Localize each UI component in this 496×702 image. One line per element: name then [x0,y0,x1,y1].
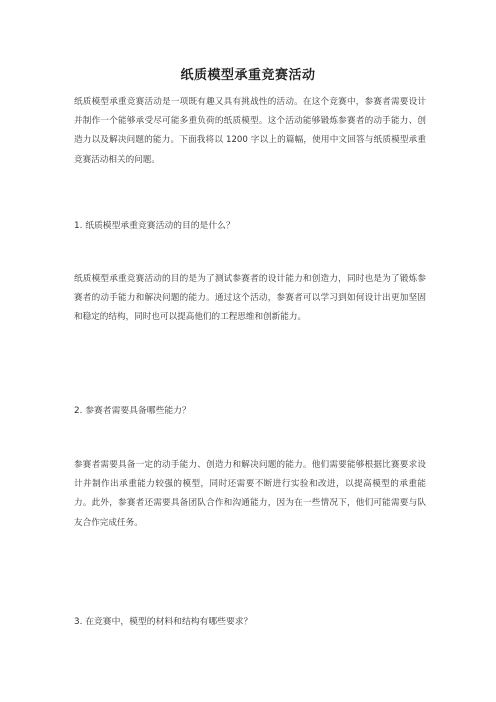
document-title: 纸质模型承重竞赛活动 [180,68,316,83]
question-3-heading: 3. 在竞赛中，模型的材料和结构有哪些要求？ [74,617,253,627]
question-1-heading: 1. 纸质模型承重竞赛活动的目的是什么？ [74,221,235,231]
answer-2-paragraph: 参赛者需要具备一定的动手能力、创造力和解决问题的能力。他们需要能够根据比赛要求设计并制作出承重能力较强的模型，同时还需要不断进行实验和改进，以提高模型的承重能力。此外，参赛者还需要具备团队合作和沟通能力，因为在一些情况下，他们可能需要与队友合作完成任务。 [74,460,426,528]
question-2-heading: 2. 参赛者需要具备哪些能力？ [74,406,191,416]
intro-paragraph: 纸质模型承重竞赛活动是一项既有趣又具有挑战性的活动。在这个竞赛中，参赛者需要设计并制作一个能够承受尽可能多重负荷的纸质模型。这个活动能够锻炼参赛者的动手能力、创造力以及解决问题的能力。下面我将以 1200 字以上的篇幅，使用中文回答与纸质模型承重竞赛活动相关的问题。 [74,97,426,165]
answer-1-paragraph: 纸质模型承重竞赛活动的目的是为了测试参赛者的设计能力和创造力，同时也是为了锻炼参赛者的动手能力和解决问题的能力。通过这个活动，参赛者可以学习到如何设计出更加坚固和稳定的结构，同时也可以提高他们的工程思维和创新能力。 [74,274,426,323]
